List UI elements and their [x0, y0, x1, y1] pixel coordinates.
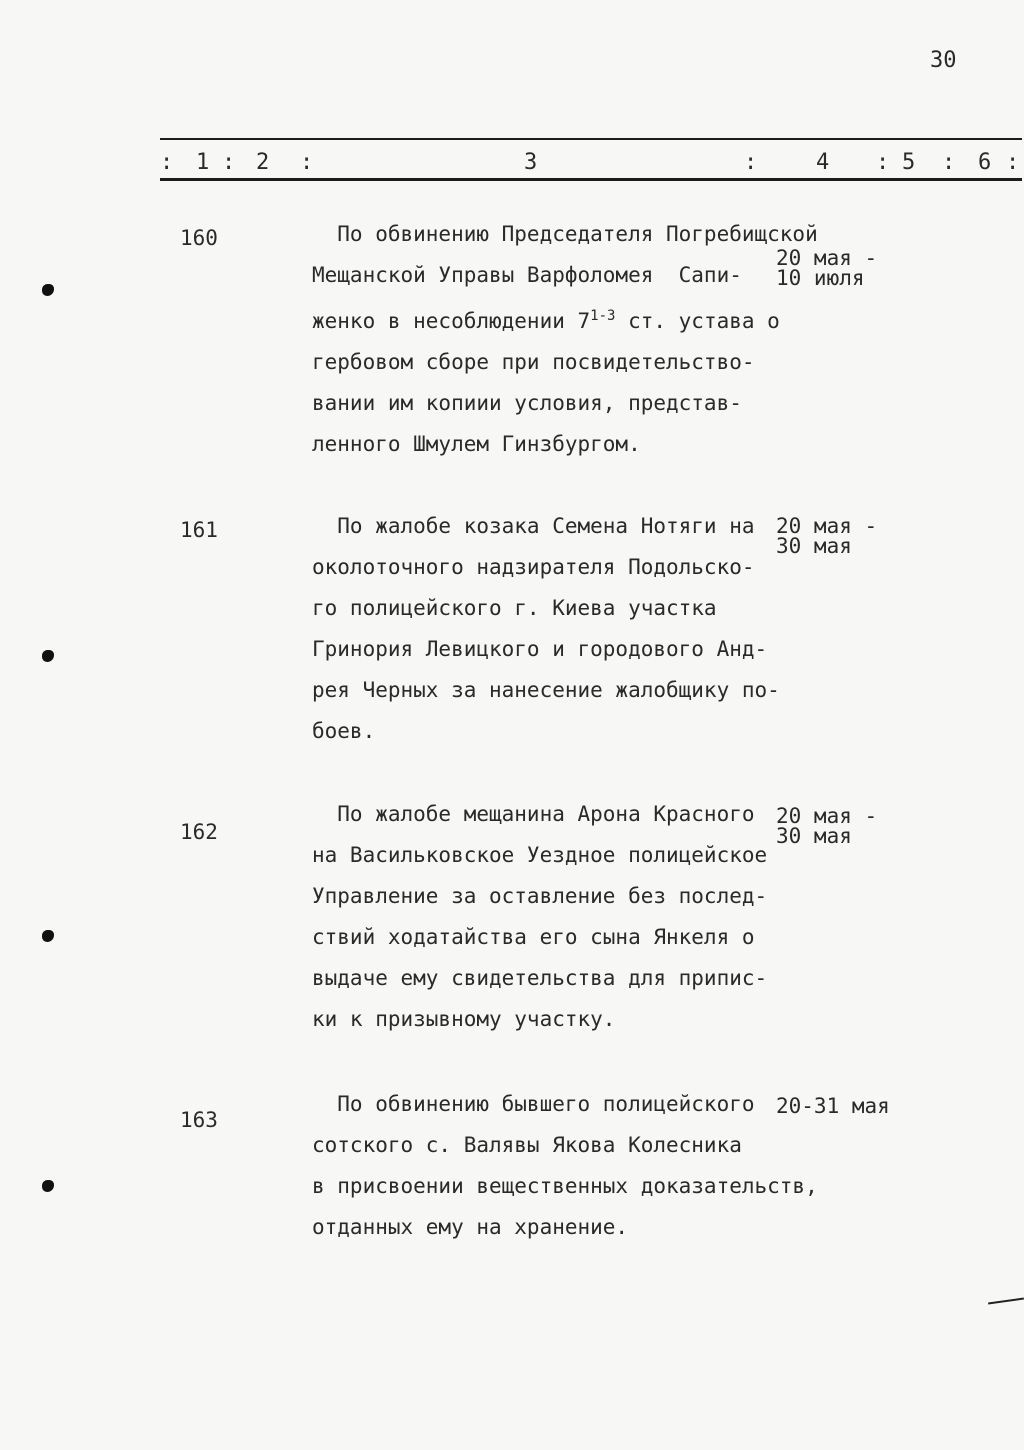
entry-description: [312, 506, 782, 752]
column-separator: :: [160, 150, 174, 175]
entry-description: [312, 214, 818, 465]
column-separator: :: [222, 150, 236, 175]
text-line: По жалобе мещанина Арона Красного: [312, 802, 755, 826]
text-line: сотского с. Валявы Якова Колесника: [312, 1133, 742, 1157]
entry-number: 160: [180, 226, 218, 250]
entry-date: 20 мая - 10 июля: [776, 246, 878, 290]
punch-hole: [42, 650, 54, 662]
punch-hole: [42, 930, 54, 942]
text-line: ствий ходатайства его сына Янкеля о: [312, 925, 755, 949]
text-fragment: женко в несоблюдении 7: [312, 309, 591, 333]
column-header-5: 5: [902, 150, 916, 175]
text-line: отданных ему на хранение.: [312, 1215, 629, 1239]
column-separator: :: [876, 150, 890, 175]
table-header-top-rule: [160, 138, 1022, 140]
entry-description: [312, 1084, 818, 1248]
column-header-3: 3: [524, 150, 538, 175]
text-line: Управление за оставление без послед-: [312, 884, 768, 908]
column-separator: :: [1006, 150, 1020, 175]
text-line: [312, 296, 782, 342]
text-line: Гринория Левицкого и городового Анд-: [312, 637, 768, 661]
column-header-6: 6: [978, 150, 992, 175]
column-separator: :: [300, 150, 314, 175]
text-line: вании им копиии условия, представ-: [312, 391, 742, 415]
text-line: го полицейского г. Киева участка: [312, 596, 717, 620]
page-number: 30: [930, 48, 957, 73]
column-header-2: 2: [256, 150, 270, 175]
text-line: на Васильковское Уездное полицейское: [312, 843, 768, 867]
entry-number: 161: [180, 518, 218, 542]
text-line: рея Черных за нанесение жалобщику по-: [312, 678, 780, 702]
entry-date: 20 мая - 30 мая: [776, 804, 878, 848]
entry-date: 20 мая - 30 мая: [776, 514, 878, 558]
text-line: По обвинению Председателя Погребищской: [312, 222, 818, 246]
punch-hole: [42, 284, 54, 296]
column-header-4: 4: [816, 150, 830, 175]
text-line: в присвоении вещественных доказательств,: [312, 1174, 818, 1198]
text-line: По обвинению бывшего полицейского: [312, 1092, 755, 1116]
text-line: гербовом сборе при посвидетельство-: [312, 350, 755, 374]
text-line: боев.: [312, 719, 376, 743]
text-fragment: ст. устава о: [615, 309, 780, 333]
column-header-1: 1: [196, 150, 210, 175]
column-separator: :: [942, 150, 956, 175]
text-line: Мещанской Управы Варфоломея Сапи-: [312, 263, 742, 287]
entry-date: 20-31 мая: [776, 1094, 890, 1118]
superscript: 1-3: [590, 308, 616, 324]
text-line: По жалобе козака Семена Нотяги на: [312, 514, 755, 538]
column-separator: :: [744, 150, 758, 175]
table-header-bottom-rule: [160, 178, 1022, 181]
text-line: ки к призывному участку.: [312, 1007, 616, 1031]
text-line: выдаче ему свидетельства для припис-: [312, 966, 768, 990]
entry-number: 163: [180, 1108, 218, 1132]
text-line: околоточного надзирателя Подольско-: [312, 555, 755, 579]
pen-mark: [988, 1298, 1024, 1305]
entry-description: [312, 794, 782, 1040]
text-line: ленного Шмулем Гинзбургом.: [312, 432, 641, 456]
entry-number: 162: [180, 820, 218, 844]
punch-hole: [42, 1180, 54, 1192]
